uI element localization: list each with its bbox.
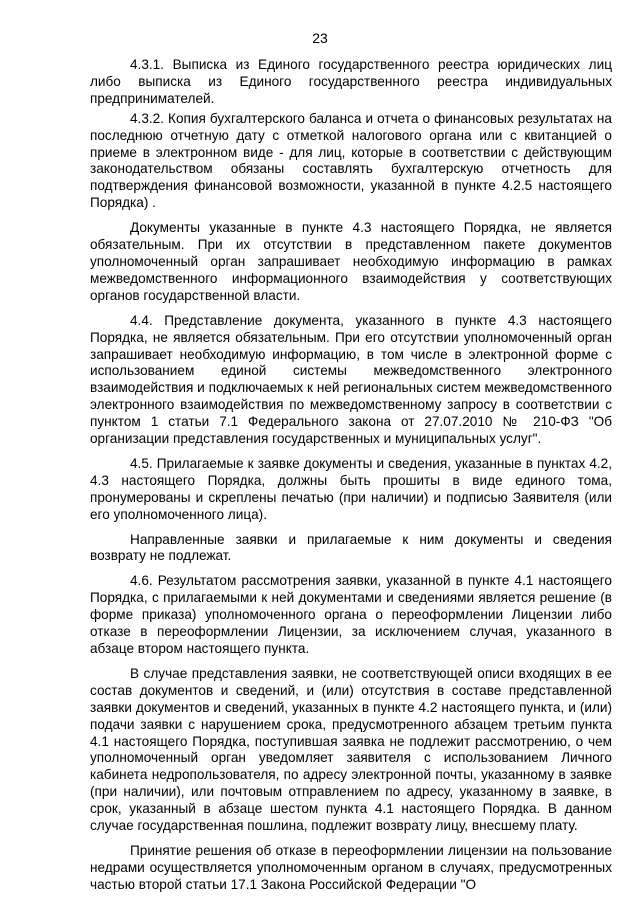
paragraph-refusal-decision: Принятие решения об отказе в переоформлении лицензии на пользование недрами осуществляется уполномоченным органом в случаях, предусмотренных частью второй статьи 17.1 Закона Российской Федерации "О	[90, 842, 612, 892]
document-body	[90, 57, 612, 902]
paragraph-4-3-1: 4.3.1. Выписка из Единого государственного реестра юридических лиц либо выписка из Единого государственного реестра индивидуальных предпринимателей.	[90, 57, 612, 106]
paragraph-rejection-case: В случае представления заявки, не соответствующей описи входящих в ее состав документов и сведений, и (или) отсутствия в составе представленной заявки документов и сведений, указанных в пункте 4.2 настоящего пункта, и (или) подачи заявки с нарушением срока, предусмотренного абзацем третьим пункта 4.1 настоящего Порядка, поступившая заявка не подлежит рассмотрению, о чем уполномоченный орган уведомляет заявителя с использованием Личного кабинета недропользователя, по адресу электронной почты, указанному в заявке (при наличии), или почтовым отправлением по адресу, указанному в заявке, в срок, указанный в абзаце шестом пункта 4.1 настоящего Порядка. В данном случае государственная пошлина, подлежит возврату лицу, внесшему плату.	[90, 665, 612, 834]
paragraph-documents-not-mandatory: Документы указанные в пункте 4.3 настоящего Порядка, не является обязательным. При их отсутствии в представленном пакете документов уполномоченный орган запрашивает необходимую информацию в рамках межведомственного информационного взаимодействия у соответствующих органов государственной власти.	[90, 220, 612, 303]
paragraph-no-return: Направленные заявки и прилагаемые к ним документы и сведения возврату не подлежат.	[90, 531, 612, 564]
paragraph-4-6: 4.6. Результатом рассмотрения заявки, указанной в пункте 4.1 настоящего Порядка, с прилагаемыми к ней документами и сведениями является решение (в форме приказа) уполномоченного органа о переоформлении Лицензии либо отказе в переоформлении Лицензии, за исключением случая, указанного в абзаце втором настоящего пункта.	[90, 573, 612, 656]
paragraph-4-3-2: 4.3.2. Копия бухгалтерского баланса и отчета о финансовых результатах на последнюю отчетную дату с отметкой налогового органа или с квитанцией о приеме в электронном виде - для лиц, которые в соответствии с действующим законодательством обязаны составлять бухгалтерскую отчетность для подтверждения финансовой возможности, указанной в пункте 4.2.5 настоящего Порядка) .	[90, 110, 612, 211]
paragraph-4-4: 4.4. Представление документа, указанного в пункте 4.3 настоящего Порядка, не является обязательным. При его отсутствии уполномоченный орган запрашивает необходимую информацию, в том числе в электронной форме с использованием единой системы межведомственного электронного взаимодействия и подключаемых к ней региональных систем межведомственного электронного взаимодействия по межведомственному запросу в соответствии с пунктом 1 статьи 7.1 Федерального закона от 27.07.2010 № 210-ФЗ "Об организации представления государственных и муниципальных услуг".	[90, 312, 612, 447]
page-number: 23	[312, 30, 328, 46]
paragraph-4-5: 4.5. Прилагаемые к заявке документы и сведения, указанные в пунктах 4.2, 4.3 настоящего Порядка, должны быть прошиты в виде единого тома, пронумерованы и скреплены печатью (при наличии) и подписью Заявителя (или его уполномоченного лица).	[90, 455, 612, 522]
